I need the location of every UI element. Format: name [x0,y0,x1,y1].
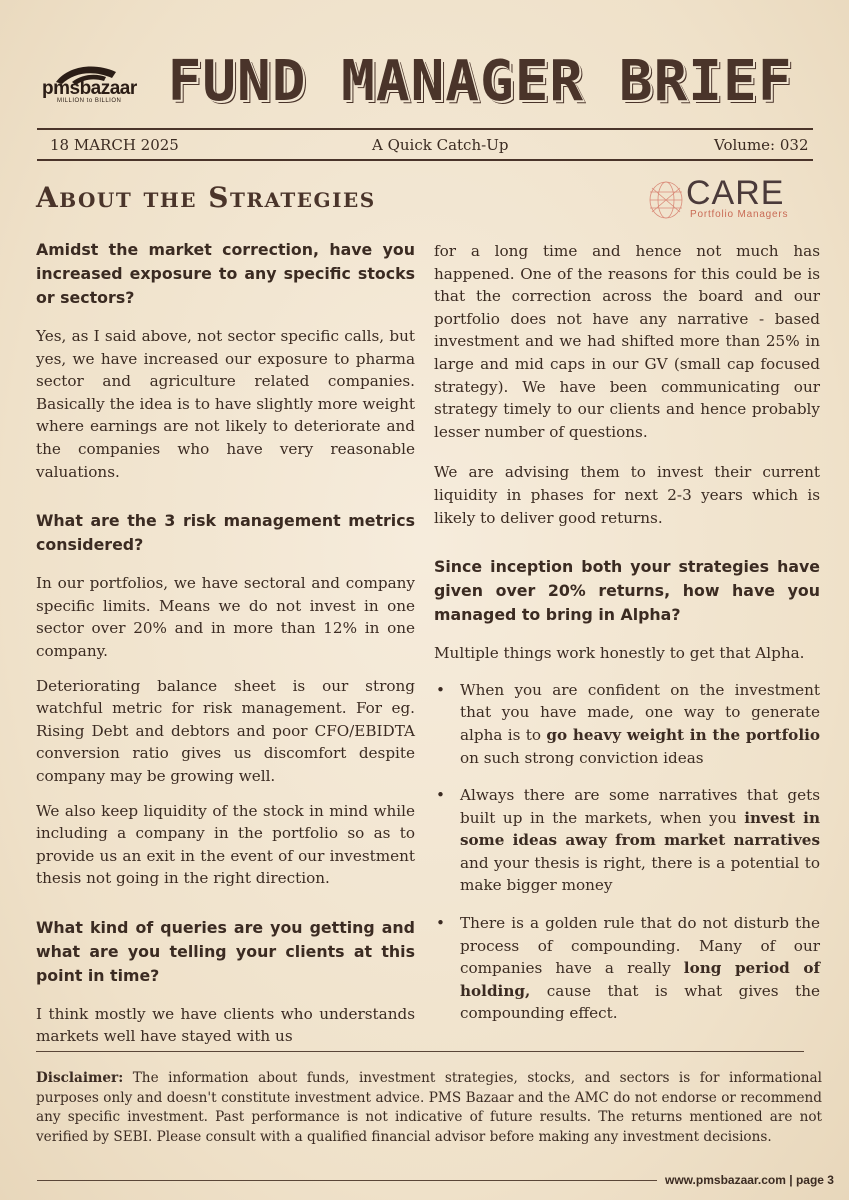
issue-date: 18 MARCH 2025 [50,136,179,154]
bullet-icon: • [436,786,445,805]
list-item: • Always there are some narratives that gets built up in the markets, when you invest in some ideas away from market narratives and your thesis is right, there is a potential to make bigger money [436,786,820,895]
question-alpha: Since inception both your strategies have given over 20% returns, how have you managed to bring in Alpha? [434,557,820,625]
right-column [434,240,820,1040]
footer-rule [37,1180,657,1181]
bullet-icon: • [436,680,445,699]
newsletter-title: FUND MANAGER BRIEF [167,49,793,114]
question-client-queries: What kind of queries are you getting and what are you telling your clients at this point in time? [36,917,415,985]
answer-client-queries-start: I think mostly we have clients who understands markets well have stayed with us [36,1004,415,1046]
header-bottom-rule [37,159,813,161]
disclaimer-label: Disclaimer: [36,1070,124,1086]
disclaimer [36,1069,822,1147]
list-item: • When you are confident on the investment that you have made, one way to generate alpha is to go heavy weight in the portfolio on such strong conviction ideas [436,680,820,767]
issue-subtitle: A Quick Catch-Up [372,136,509,154]
brand-tagline: MILLION to BILLION [57,98,122,104]
answer-exposure: Yes, as I said above, not sector specific calls, but yes, we have increased our exposure to pharma sector and agriculture related companies. Basically the idea is to have slightly more weight where earnings are not likely to deteriorate and the companies who have very reasonable valuations. [36,327,415,481]
answer-risk-p1: In our portfolios, we have sectoral and company specific limits. Means we do not invest in one sector over 20% and in more than 12% in one company. [36,574,415,660]
answer-client-queries-cont: for a long time and hence not much has happened. One of the reasons for this could be is that the correction across the board and our portfolio does not have any narrative - based investment and we had shifted more than 25% in large and mid caps in our GV (small cap focused strategy). We have been communicating our strategy timely to our clients and hence probably lesser number of questions. [434,242,820,441]
content-divider [36,1051,804,1052]
section-title: About the Strategies [36,181,376,214]
issue-volume: Volume: 032 [714,136,809,154]
footer-url-page: www.pmsbazaar.com | page 3 [665,1173,834,1187]
partner-subtitle: Portfolio Managers [690,209,789,220]
question-exposure: Amidst the market correction, have you increased exposure to any specific stocks or sectors? [36,240,415,307]
bullet-icon: • [436,914,445,933]
header-top-rule [37,128,813,130]
answer-alpha-intro: Multiple things work honestly to get that Alpha. [434,644,805,663]
alpha-bullet-list [434,679,820,1025]
question-risk-metrics: What are the 3 risk management metrics considered? [36,511,415,555]
answer-client-queries-p2: We are advising them to invest their current liquidity in phases for next 2-3 years which is likely to deliver good returns. [434,463,820,527]
answer-risk-p3: We also keep liquidity of the stock in mind while including a company in the portfolio so as to provide us an exit in the event of our investment thesis not going in the right direction. [36,801,415,888]
care-globe-icon [646,178,686,222]
answer-risk-p2: Deteriorating balance sheet is our strong watchful metric for risk management. For eg. Rising Debt and debtors and poor CFO/EBIDTA conversion ratio gives us discomfort despite company may be growing well. [36,676,415,785]
partner-logo: CARE [686,174,785,212]
list-item: • There is a golden rule that do not disturb the process of compounding. Many of our companies have a really long period of holding, cause that is what gives the compounding effect. [436,914,820,1023]
brand-name: pmsbazaar [42,78,137,99]
left-column [36,238,415,1060]
disclaimer-text: The information about funds, investment strategies, stocks, and sectors is for informational purposes only and doesn't constitute investment advice. PMS Bazaar and the AMC do not endorse or recommend any specific investment. Past performance is not indicative of future results. The returns mentioned are not verified by SEBI. Please consult with a qualified financial advisor before making any investment decisions. [36,1070,822,1145]
